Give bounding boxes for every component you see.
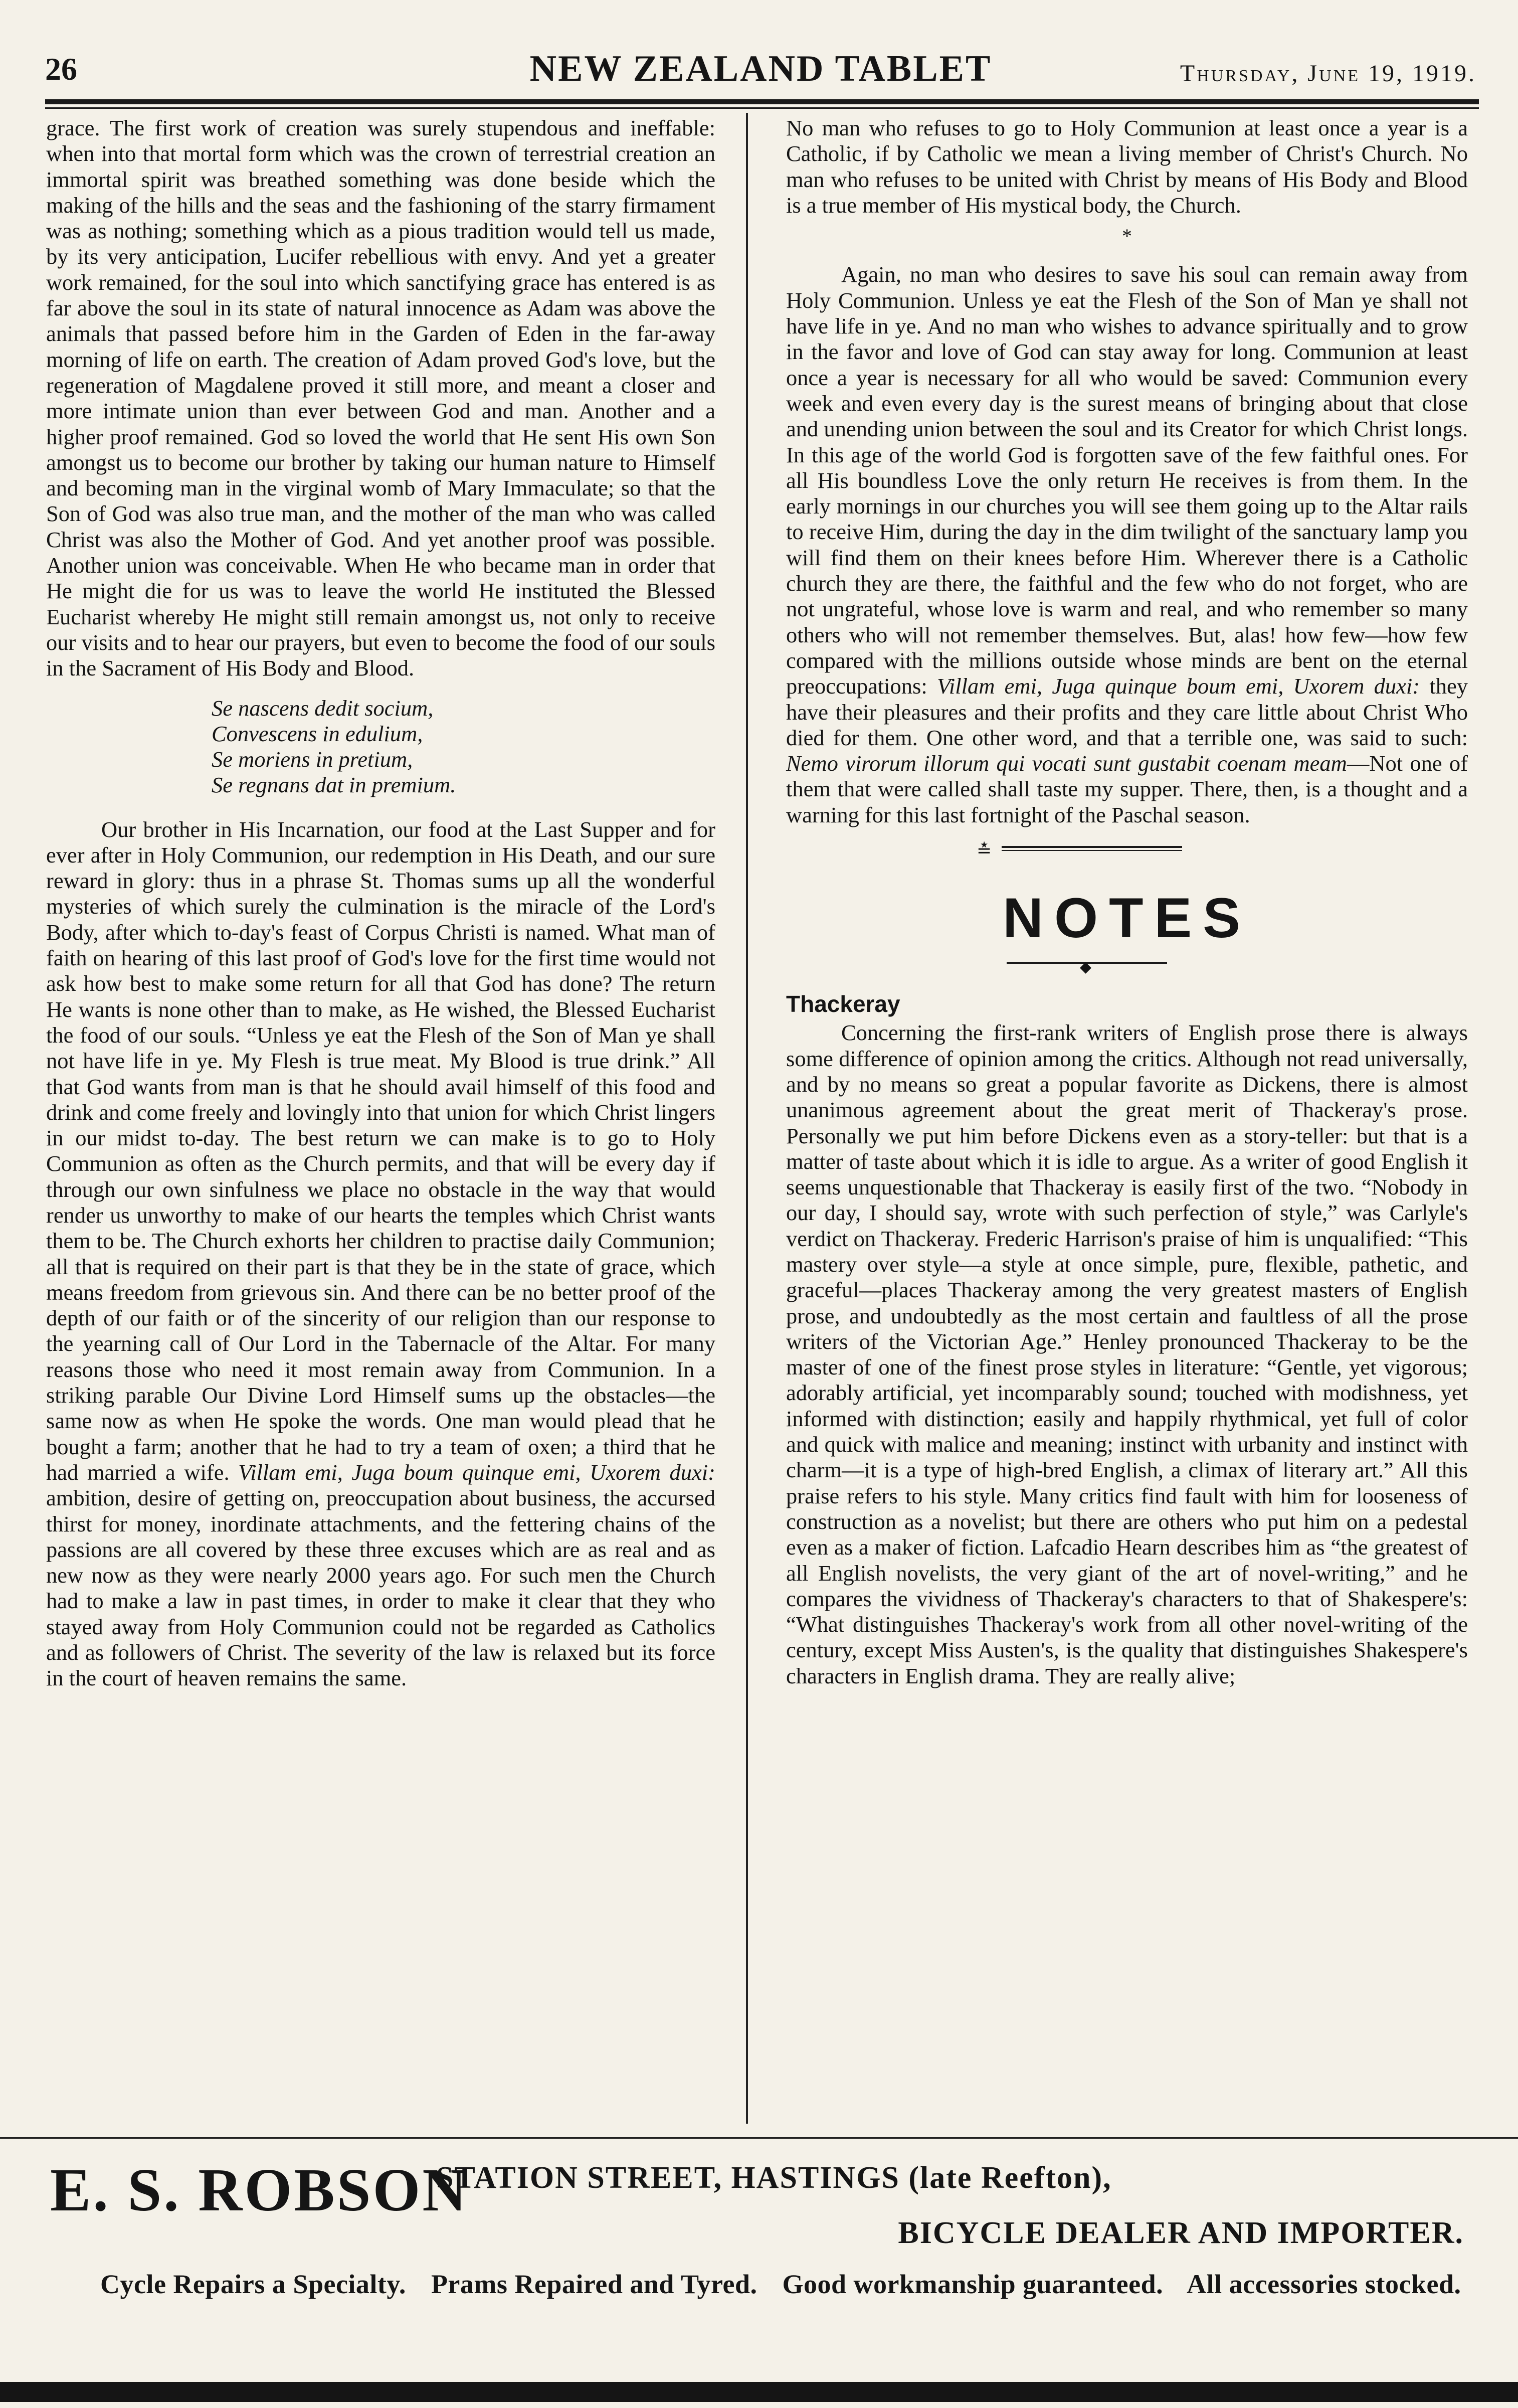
advertiser-address: STATION STREET, HASTINGS (late Reefton), <box>436 2161 1112 2195</box>
bottom-band <box>0 2382 1518 2402</box>
issue-date: Thursday, June 19, 1919. <box>1180 60 1476 87</box>
left-column <box>46 115 715 1691</box>
right-paragraph-2 <box>786 262 1468 828</box>
right-paragraph-2-text: Again, no man who desires to save his soul can remain away from Holy Communion. Unless ye eat the Flesh of the Son of Man ye shall not have life in ye. And no man who wishes to advance spiritually and to grow in the favor and love of God can stay away for long. Communion at least once a year is necessary for all who would be saved: Communion every week and even every day is the surest means of bringing about that close and unending union between the soul and its Creator for which Christ longs. In this age of the world God is forgotten save of the few faithful ones. For all His boundless Love the only return He receives is from them. In the early mornings in our churches you will see them going up to the Altar rails to receive Him, during the day in the dim twilight of the sanctuary lamp you will find them on their knees before Him. Wherever there is a Catholic church they are there, the faithful and the few who do not forget, who are not ungrateful, whose love is warm and real, and who remember so many others who will not remember themselves. But, alas! how few—how few compared with the millions outside whose minds are bent on the eternal preoccupations: <box>786 262 1468 699</box>
right-latin-quote-2: Nemo virorum illorum qui vocati sunt gustabit coenam meam <box>786 751 1347 776</box>
verse-line-1: Se nascens dedit socium, <box>212 695 434 721</box>
advertiser-name: E. S. ROBSON <box>50 2156 469 2224</box>
notes-ornament <box>786 953 1468 976</box>
service-accessories: All accessories stocked. <box>1187 2269 1461 2299</box>
separator-line <box>1002 846 1182 848</box>
notes-heading: NOTES <box>1003 887 1251 950</box>
section-separator <box>786 839 1468 859</box>
masthead-title: NEW ZEALAND TABLET <box>529 48 992 89</box>
right-column <box>786 115 1468 1689</box>
right-paragraph-2-mid: they have their pleasures and their profits and they care little about Christ Who died for them. One other word, and that a terrible one, was said to such: <box>786 673 1468 750</box>
left-latin-quote: Villam emi, Juga boum quinque emi, Uxorem duxi: <box>238 1459 715 1485</box>
robson-advertisement <box>45 2140 1479 2306</box>
service-cycle-repairs: Cycle Repairs a Specialty. <box>100 2269 406 2299</box>
separator-line-thin <box>1002 850 1182 851</box>
left-paragraph-1: grace. The first work of creation was surely stupendous and ineffable: when into that mortal form which was the crown of terrestrial creation an immortal spirit was breathed something was done beside which the making of the hills and the seas and the fashioning of the starry firmament was as nothing; something which as a pious tradition would tell us made, by its very anticipation, Lucifer rebellious with envy. And yet a greater work remained, for the soul into which sanctifying grace has entered is as far above the soul in its state of natural innocence as Adam was above the animals that passed before him in the Garden of Eden in the far-away morning of life on earth. The creation of Adam proved God's love, but the regeneration of Magdalene proved it still more, and meant a closer and more intimate union than ever between God and man. Another and a higher proof remained. God so loved the world that He sent His own Son amongst us to become our brother by taking our human nature to Himself and becoming man in the virginal womb of Mary Immaculate; so that the Son of God was also true man, and the mother of the man who was called Christ was also the Mother of God. And yet another proof was possible. Another union was conceivable. When He who became man in order that He might die for us was to leave the world He instituted the Blessed Eucharist whereby He might still remain amongst us, not only to receive our visits and to hear our prayers, but even to become the food of our souls in the Sacrament of His Body and Blood. <box>46 115 715 681</box>
separator-mark: ≛ <box>977 840 992 861</box>
header-rule-thin <box>45 107 1479 109</box>
service-workmanship: Good workmanship guaranteed. <box>782 2269 1164 2299</box>
verse-line-4: Se regnans dat in premium. <box>212 772 456 797</box>
advertiser-trade: BICYCLE DEALER AND IMPORTER. <box>898 2216 1464 2250</box>
thackeray-subheading: Thackeray <box>786 991 900 1017</box>
page-number: 26 <box>45 51 77 87</box>
advertiser-services <box>100 2269 1461 2300</box>
right-latin-quote-1: Villam emi, Juga quinque boum emi, Uxorem duxi: <box>937 673 1420 699</box>
right-paragraph-1: No man who refuses to go to Holy Communion at least once a year is a Catholic, if by Catholic we mean a living member of Christ's Church. No man who refuses to be united with Christ by means of His Body and Blood is a true member of His mystical body, the Church. <box>786 115 1468 218</box>
page-header <box>45 48 1476 103</box>
left-paragraph-2-text: Our brother in His Incarnation, our food at the Last Supper and for ever after in Holy Communion, our redemption in His Death, and our sure reward in glory: thus in a phrase St. Thomas sums up all the wonderful mysteries of which surely the culmination is the miracle of the Lord's Body, after which to-day's feast of Corpus Christi is named. What man of faith on hearing of this last proof of God's love for the first time would not ask how best to make some return for all that God has done? The return He wants is none other than to make, as He wished, the Blessed Eucharist the food of our souls. “Unless ye eat the Flesh of the Son of Man ye shall not have life in ye. My Flesh is true meat. My Blood is true drink.” All that God wants from man is that he should avail himself of this food and drink and come freely and lovingly into that union for which Christ lingers in our midst to-day. The best return we can make is to go to Holy Communion as often as the Church permits, and that will be every day if through our own sinfulness we place no obstacle in the way that would render us unworthy to make of our hearts the temples which Christ wants them to be. The Church exhorts her children to practise daily Communion; all that is required on their part is that they be in the state of grace, which means freedom from grievous sin. And there can be no better proof of the depth of our faith or of the sincerity of our religion than our response to the yearning call of Our Lord in the Tabernacle of the Altar. For many reasons those who need it most remain away from Communion. In a striking parable Our Divine Lord Himself sums up the obstacles—the same now as when He spoke the words. One man would plead that he bought a farm; another that he had to try a team of oxen; a third that he had married a wife. <box>46 816 715 1485</box>
right-paragraph-2-end: —Not one of them that were called shall taste my supper. There, then, is a thought and a warning for this last fortnight of the Paschal season. <box>786 751 1468 827</box>
header-rule <box>45 99 1479 104</box>
latin-verse <box>212 696 715 798</box>
service-prams: Prams Repaired and Tyred. <box>431 2269 757 2299</box>
ad-top-rule <box>0 2137 1518 2139</box>
left-paragraph-2 <box>46 817 715 1691</box>
verse-line-3: Se moriens in pretium, <box>212 746 413 772</box>
diamond-icon: ◆ <box>1080 959 1092 976</box>
right-paragraph-3: Concerning the first-rank writers of English prose there is always some difference of opinion among the critics. Although not read universally, and by no means so great a popular favorite as Dickens, there is almost unanimous agreement about the great merit of Thackeray's prose. Personally we put him before Dickens even as a story-teller: but that is a matter of taste about which it is idle to argue. As a writer of good English it seems unquestionable that Thackeray is easily first of the two. “Nobody in our day, I should say, wrote with such perfection of style,” was Carlyle's verdict on Thackeray. Frederic Harrison's praise of him is unqualified: “This mastery over style—a style at once simple, pure, flexible, pathetic, and graceful—places Thackeray among the very greatest masters of English prose, and undoubtedly as the most certain and faultless of all the prose writers of the Victorian Age.” Henley pronounced Thackeray to be the master of one of the finest prose styles in literature: “Gentle, yet vigorous; adorably artificial, yet incomparably sound; touched with modishness, yet informed with distinction; easily and happily rhythmical, yet full of color and quick with malice and meaning; instinct with urbanity and instinct with charm—it is a type of high-bred English, a climax of literary art.” All this praise refers to his style. Many critics find fault with him for looseness of construction as a novelist; but there are others who put him on a pedestal even as a maker of fiction. Lafcadio Hearn describes him as “the greatest of all English novelists, the very giant of the art of novel-writing,” and he compares the vividness of Thackeray's characters to that of Shakespere's: “What distinguishes Thackeray's work from all other novel-writing of the century, except Miss Austen's, is the quality that distinguishes Shakespere's characters in English drama. They are really alive; <box>786 1020 1468 1688</box>
column-divider <box>746 113 748 2124</box>
section-star: * <box>1122 225 1132 248</box>
left-paragraph-2-end: ambition, desire of getting on, preoccupation about business, the accursed thirst for money, inordinate attachments, and the fettering chains of the passions are all covered by these three excuses which are as real and as new now as they were nearly 2000 years ago. For such men the Church had to make a law in past times, in order to make it clear that they who stayed away from Holy Communion could not be regarded as Catholics and as followers of Christ. The severity of the law is relaxed but its force in the court of heaven remains the same. <box>46 1485 715 1691</box>
verse-line-2: Convescens in edulium, <box>212 721 423 746</box>
